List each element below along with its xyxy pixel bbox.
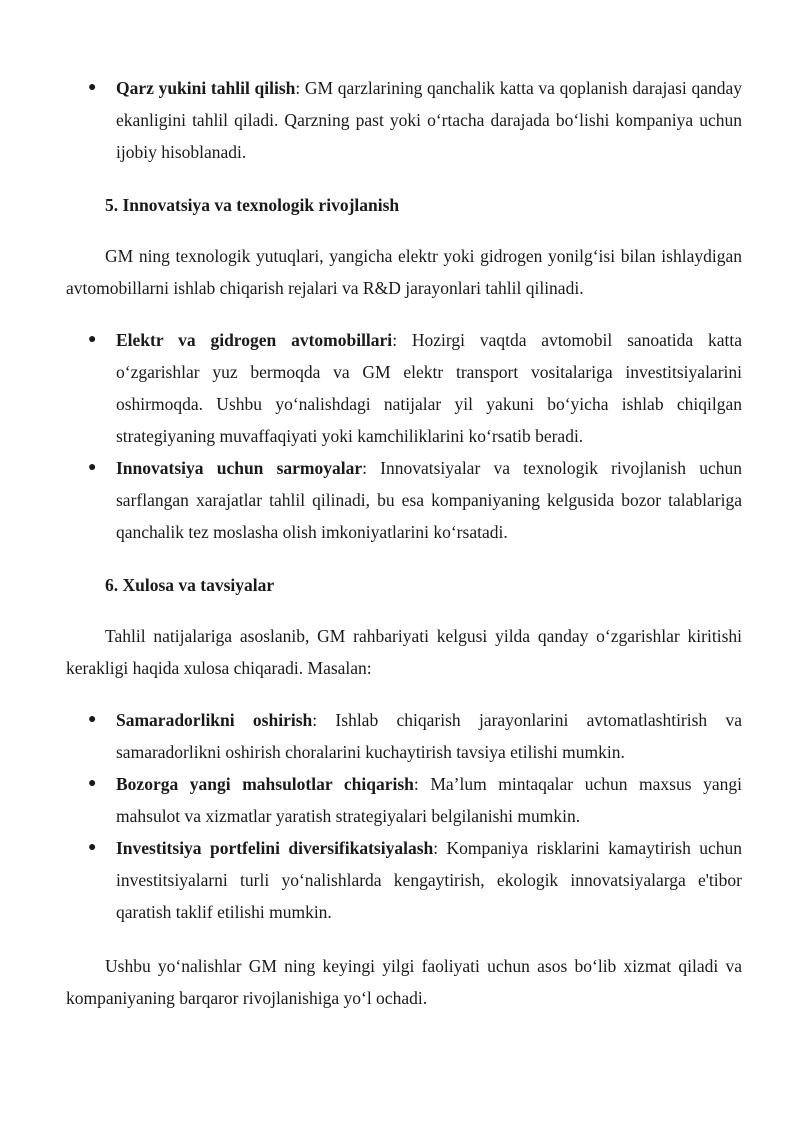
item-term: Investitsiya portfelini diversifikatsiyalash [116,838,434,858]
list-item [66,452,742,548]
bullet-icon: ● [88,332,97,347]
bullet-icon: ● [88,776,97,791]
list-item [66,832,742,928]
item-text: : Ishlab chiqarish jarayonlarini avtomatlashtirish va samaradorlikni oshirish choralarini kuchaytirish tavsiya etilishi mumkin. [116,710,742,762]
item-term: Elektr va gidrogen avtomobillari [116,330,393,350]
list-item [66,324,742,452]
item-text: : Innovatsiyalar va texnologik rivojlanish uchun sarflangan xarajatlar tahlil qilinadi, bu esa kompaniyaning kelgusida bozor talablariga qanchalik tez moslasha olish imkoniyatlarini ko‘rsatadi. [116,458,742,542]
item-term: Innovatsiya uchun sarmoyalar [116,458,363,478]
item-text: : Hozirgi vaqtda avtomobil sanoatida katta o‘zgarishlar yuz bermoqda va GM elektr transport vositalariga investitsiyalarini oshirmoqda. Ushbu yo‘nalishdagi natijalar yil yakuni bo‘yicha ishlab chiqilgan strategiyaning muvaffaqiyati yoki kamchiliklarini ko‘rsatib beradi. [116,330,742,446]
list-item [66,704,742,768]
debt-analysis-list [66,72,742,168]
innovation-list [66,324,742,548]
section-heading: 6. Xulosa va tavsiyalar [105,575,275,595]
item-text: : Ma’lum mintaqalar uchun maxsus yangi mahsulot va xizmatlar yaratish strategiyalari belgilanishi mumkin. [116,774,742,826]
item-text: : GM qarzlarining qanchalik katta va qoplanish darajasi qanday ekanligini tahlil qiladi. Qarzning past yoki o‘rtacha darajada bo‘lishi kompaniya uchun ijobiy hisoblanadi. [116,78,742,162]
section-intro: GM ning texnologik yutuqlari, yangicha elektr yoki gidrogen yonilg‘isi bilan ishlaydigan avtomobillarni ishlab chiqarish rejalari va R&D jarayonlari tahlil qilinadi. [66,246,742,298]
closing-paragraph: Ushbu yo‘nalishlar GM ning keyingi yilgi faoliyati uchun asos bo‘lib xizmat qiladi va kompaniyaning barqaror rivojlanishiga yo‘l ochadi. [66,956,742,1008]
bullet-icon: ● [88,80,97,95]
item-text: : Kompaniya risklarini kamaytirish uchun investitsiyalarni turli yo‘nalishlarda kengaytirish, ekologik innovatsiyalarga e'tibor qaratish taklif etilishi mumkin. [116,838,742,922]
item-term: Qarz yukini tahlil qilish [116,78,296,98]
list-item [66,768,742,832]
item-term: Samaradorlikni oshirish [116,710,313,730]
list-item [66,72,742,168]
bullet-icon: ● [88,840,97,855]
recommendations-list [66,704,742,928]
section-heading: 5. Innovatsiya va texnologik rivojlanish [105,195,400,215]
item-term: Bozorga yangi mahsulotlar chiqarish [116,774,414,794]
bullet-icon: ● [88,460,97,475]
section-intro: Tahlil natijalariga asoslanib, GM rahbariyati kelgusi yilda qanday o‘zgarishlar kiritishi kerakligi haqida xulosa chiqaradi. Masalan: [66,626,742,678]
bullet-icon: ● [88,712,97,727]
